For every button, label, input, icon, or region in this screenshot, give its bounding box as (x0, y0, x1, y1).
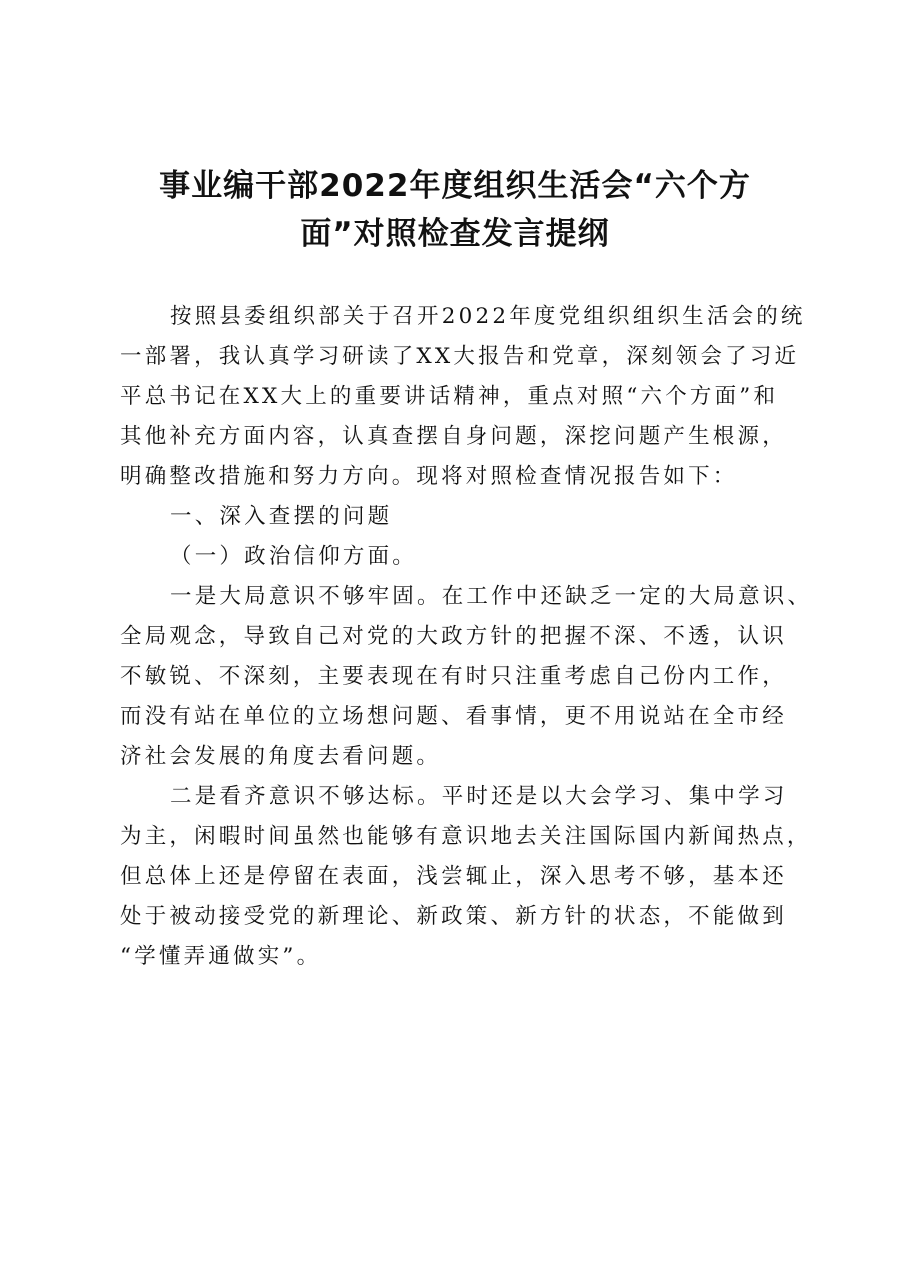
paragraph-line: 不敏锐、不深刻，主要表现在有时只注重考虑自己份内工作， (120, 664, 787, 689)
paragraph-line: 但总体上还是停留在表面，浅尝辄止，深入思考不够，基本还 (120, 864, 787, 889)
paragraph-line: 而没有站在单位的立场想问题、看事情，更不用说站在全市经 (120, 704, 787, 729)
paragraph-point-two (120, 777, 810, 977)
paragraph-line: 一、深入查摆的问题 (170, 504, 393, 529)
paragraph-line: 按照县委组织部关于召开2022年度党组织组织生活会的统 (170, 304, 806, 329)
paragraph-intro (120, 297, 810, 497)
paragraph-line: 济社会发展的角度去看问题。 (120, 744, 442, 769)
title-line-1: 事业编干部2022年度组织生活会“六个方 (159, 168, 751, 204)
paragraph-line: 一部署，我认真学习研读了XX大报告和党章，深刻领会了习近 (120, 344, 800, 369)
paragraph-line: 处于被动接受党的新理论、新政策、新方针的状态，不能做到 (120, 904, 787, 929)
paragraph-line: 一是大局意识不够牢固。在工作中还缺乏一定的大局意识、 (170, 584, 813, 609)
paragraph-line: 明确整改措施和努力方向。现将对照检查情况报告如下： (120, 464, 738, 489)
paragraph-line: 其他补充方面内容，认真查摆自身问题，深挖问题产生根源， (120, 424, 787, 449)
paragraph-line: 为主，闲暇时间虽然也能够有意识地去关注国际国内新闻热点， (120, 824, 812, 849)
subsection-heading (120, 537, 810, 577)
title-line-2: 面”对照检查发言提纲 (300, 216, 610, 252)
paragraph-line: 二是看齐意识不够达标。平时还是以大会学习、集中学习 (170, 784, 788, 809)
paragraph-line: （一）政治信仰方面。 (170, 544, 418, 569)
document-title (120, 162, 790, 258)
paragraph-line: 全局观念，导致自己对党的大政方针的把握不深、不透，认识 (120, 624, 787, 649)
paragraph-point-one (120, 577, 813, 777)
paragraph-line: 平总书记在XX大上的重要讲话精神，重点对照“六个方面”和 (120, 384, 779, 409)
document-body (120, 297, 813, 977)
paragraph-line: “学懂弄通做实”。 (120, 944, 322, 969)
section-heading (120, 497, 810, 537)
